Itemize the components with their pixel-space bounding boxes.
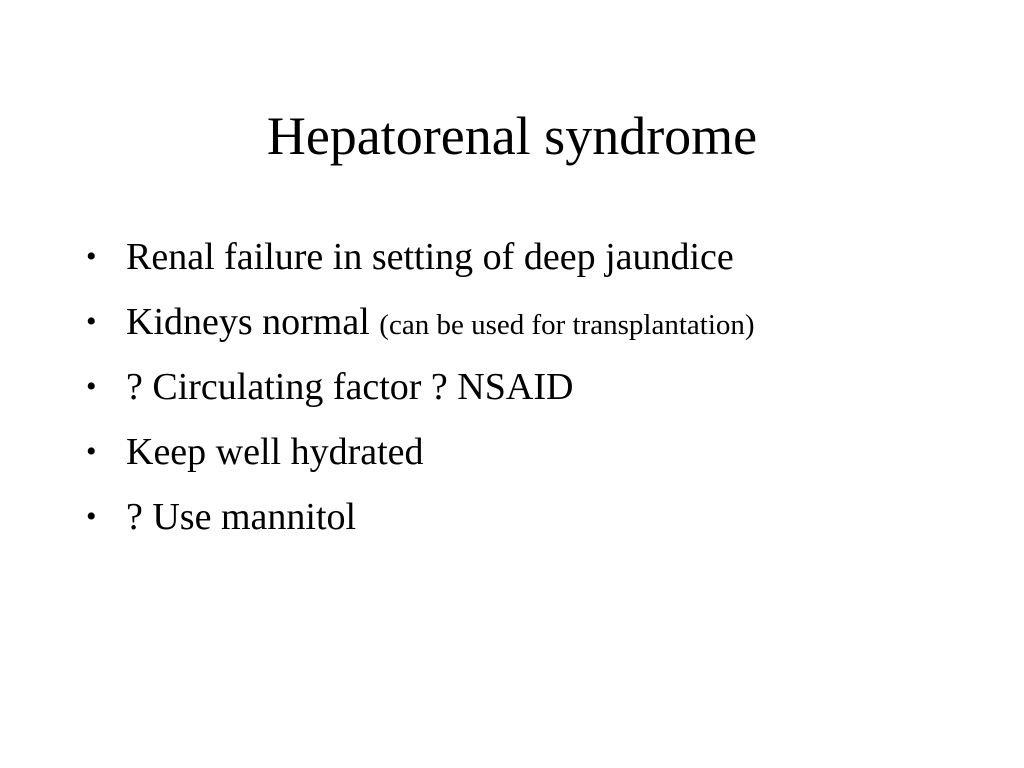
bullet-marker: • (86, 305, 97, 338)
bullet-text: Keep well hydrated (126, 431, 424, 473)
bullet-marker: • (86, 240, 97, 273)
bullet-item (86, 297, 755, 362)
bullet-note: (can be used for transplantation) (379, 309, 755, 341)
bullet-item (86, 492, 755, 557)
bullet-marker: • (86, 370, 97, 403)
bullet-text: Renal failure in setting of deep jaundice (126, 236, 734, 278)
bullet-item (86, 232, 755, 297)
bullet-marker: • (86, 435, 97, 468)
bullet-text: Kidneys normal (126, 301, 370, 343)
bullet-text: ? Use mannitol (126, 496, 357, 538)
bullet-item (86, 362, 755, 427)
bullet-marker: • (86, 500, 97, 533)
slide-title: Hepatorenal syndrome (266, 106, 758, 166)
bullet-item (86, 427, 755, 492)
bullet-text: ? Circulating factor ? NSAID (126, 366, 574, 408)
bullet-list (86, 232, 755, 557)
